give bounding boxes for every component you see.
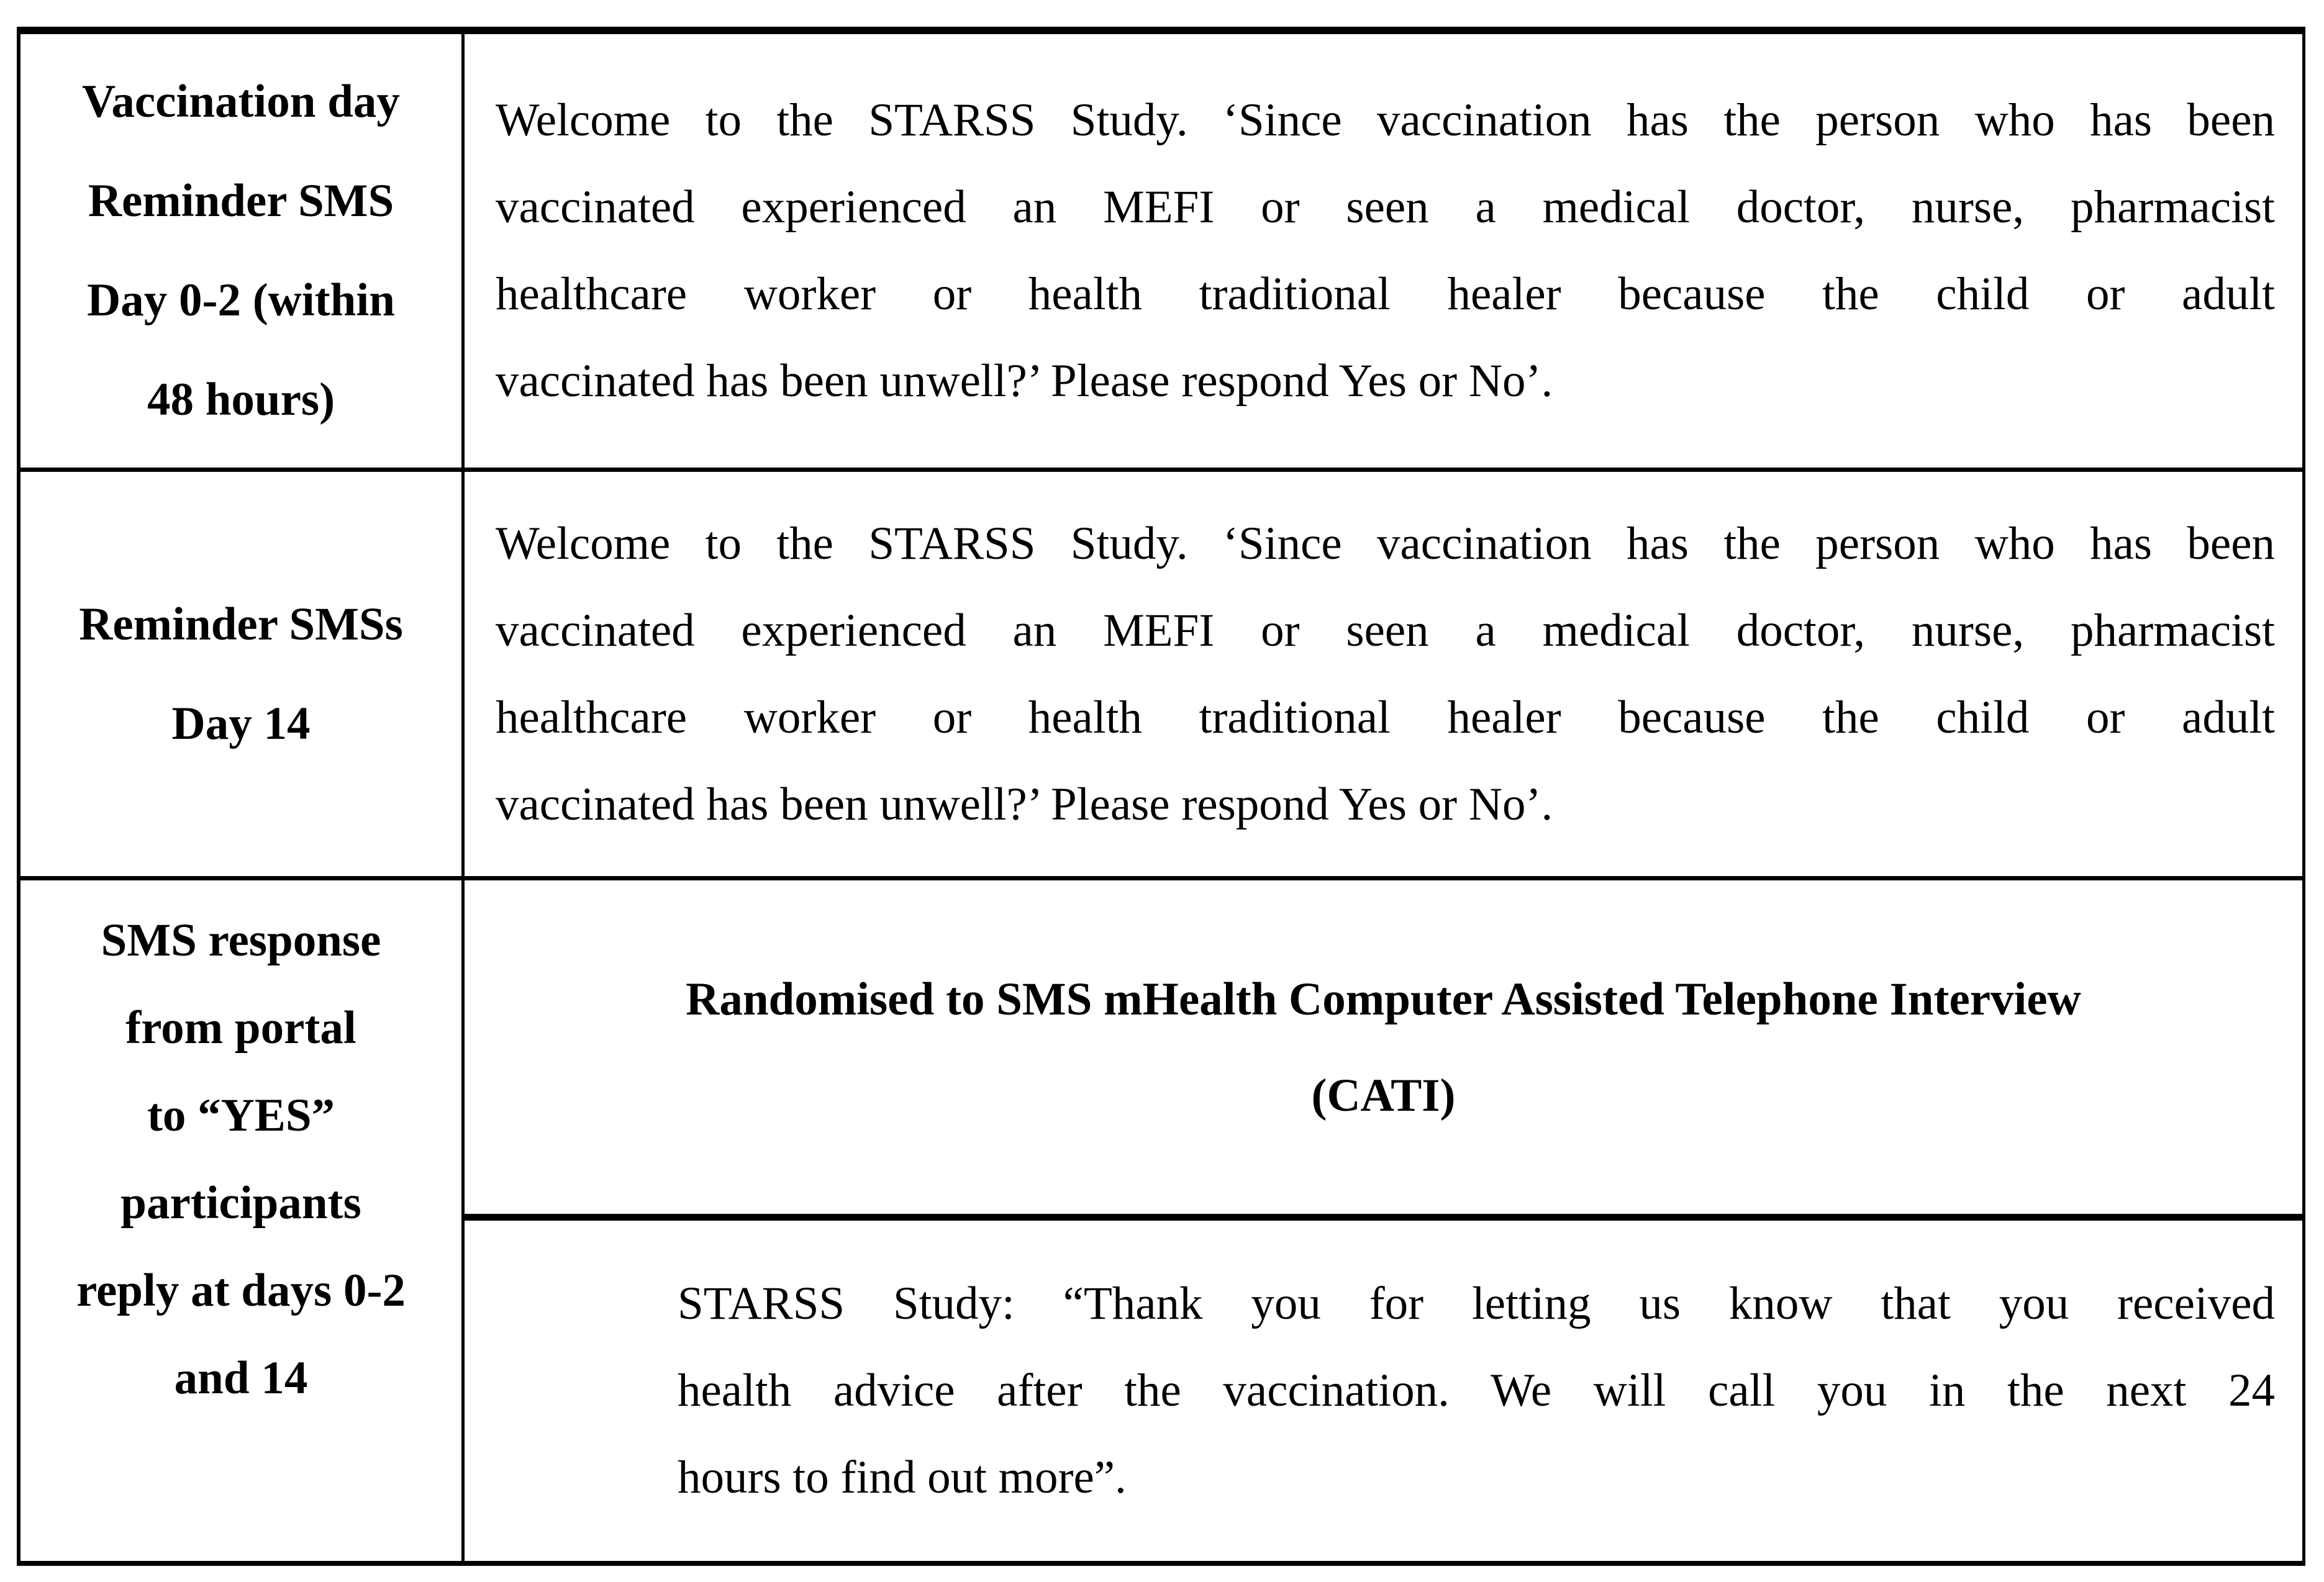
text-line: STARSS Study: “Thank you for letting us know that you received [678, 1278, 2275, 1329]
text-line: Welcome to the STARSS Study. ‘Since vaccination has the person who has been [496, 94, 2275, 146]
text-line: to “YES” [147, 1090, 335, 1141]
message-cell-day14-sms-text [465, 472, 2302, 876]
text-line: Reminder SMS [88, 175, 394, 227]
cell-randomised-cati [465, 880, 2302, 1221]
text-line: SMS response [101, 915, 381, 966]
text-line: and 14 [174, 1352, 308, 1404]
text-line: vaccinated experienced an MEFI or seen a medical doctor, nurse, pharmacist [496, 181, 2275, 233]
label-cell-sms-response-from-portal [20, 880, 465, 1561]
text-line: Vaccination day [82, 76, 400, 127]
table-row-reminder-day14 [20, 472, 2302, 880]
text-line: from portal [125, 1002, 356, 1054]
text-line: health advice after the vaccination. We will call you in the next 24 [678, 1365, 2275, 1416]
text-line: healthcare worker or health traditional healer because the child or adult [496, 268, 2275, 320]
text-line: (CATI) [1311, 1069, 1456, 1121]
label-cell-vaccination-day-reminder [20, 34, 465, 468]
cell-starss-thank-you-reply [465, 1221, 2302, 1561]
table-row-sms-response-yes [20, 880, 2302, 1561]
text-line: Welcome to the STARSS Study. ‘Since vaccination has the person who has been [496, 517, 2275, 569]
text-line: 48 hours) [147, 374, 335, 425]
text-line: vaccinated has been unwell?’ Please respond Yes or No’. [496, 778, 1553, 830]
message-cell-day0-2-sms-text [465, 34, 2302, 468]
text-line: reply at days 0-2 [76, 1265, 406, 1316]
text-line: Randomised to SMS mHealth Computer Assisted Telephone Interview [686, 973, 2081, 1025]
label-cell-reminder-smss-day14 [20, 472, 465, 876]
text-line: Day 0-2 (within [87, 274, 395, 326]
text-line: participants [120, 1177, 361, 1229]
text-line: vaccinated experienced an MEFI or seen a medical doctor, nurse, pharmacist [496, 604, 2275, 656]
text-line: healthcare worker or health traditional healer because the child or adult [496, 691, 2275, 743]
table-row-vaccination-day [20, 34, 2302, 472]
study-sms-table [17, 27, 2305, 1566]
text-line: hours to find out more”. [678, 1452, 1127, 1503]
sms-response-right-cells [465, 880, 2302, 1561]
text-line: vaccinated has been unwell?’ Please respond Yes or No’. [496, 355, 1553, 407]
text-line: Day 14 [171, 697, 311, 749]
text-line: Reminder SMSs [79, 598, 403, 650]
